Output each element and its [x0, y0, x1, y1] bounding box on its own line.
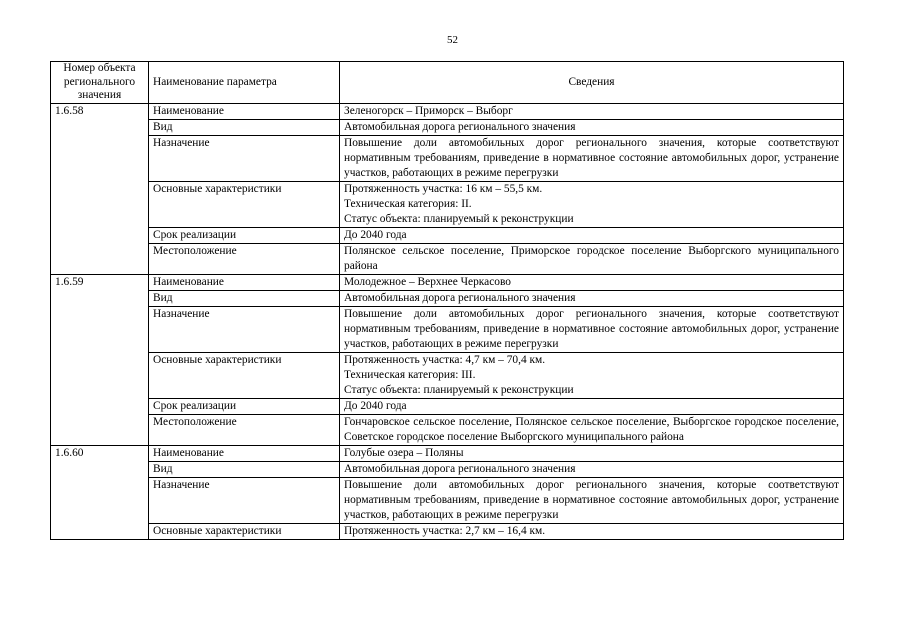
value-line: Протяженность участка: 2,7 км – 16,4 км.	[344, 524, 546, 537]
parameter-name: Основные характеристики	[149, 523, 340, 539]
header-object-number: Номер объекта регионального значения	[51, 62, 149, 104]
parameter-name: Назначение	[149, 306, 340, 352]
header-details: Сведения	[340, 62, 844, 104]
parameter-value: Повышение доли автомобильных дорог регионального значения, которые соответствуют нормативным требованиям, приведение в нормативное состояние автомобильных дорог, устранение участков, работающих в режиме перегрузки	[340, 306, 844, 352]
table-row	[51, 274, 844, 290]
value-line: Техническая категория: III.	[344, 368, 476, 381]
table-body	[51, 103, 844, 539]
table-row	[51, 181, 844, 227]
object-number: 1.6.59	[51, 274, 149, 445]
value-line: Техническая категория: II.	[344, 197, 472, 210]
parameter-value: До 2040 года	[340, 227, 844, 243]
table-row	[51, 461, 844, 477]
table-row	[51, 135, 844, 181]
object-number: 1.6.60	[51, 445, 149, 539]
parameter-value: Голубые озера – Поляны	[340, 445, 844, 461]
value-line: Протяженность участка: 4,7 км – 70,4 км.	[344, 353, 546, 366]
table-row	[51, 414, 844, 445]
parameter-name: Назначение	[149, 135, 340, 181]
table-row	[51, 103, 844, 119]
value-line: Протяженность участка: 16 км – 55,5 км.	[344, 182, 543, 195]
value-line: Статус объекта: планируемый к реконструкции	[344, 383, 574, 396]
header-parameter-name: Наименование параметра	[149, 62, 340, 104]
parameter-value: Зеленогорск – Приморск – Выборг	[340, 103, 844, 119]
parameter-name: Наименование	[149, 274, 340, 290]
table-row	[51, 398, 844, 414]
parameter-name: Срок реализации	[149, 398, 340, 414]
object-number: 1.6.58	[51, 103, 149, 274]
table-row	[51, 445, 844, 461]
parameter-name: Основные характеристики	[149, 352, 340, 398]
table-row	[51, 290, 844, 306]
parameter-name: Основные характеристики	[149, 181, 340, 227]
regional-objects-table	[50, 61, 844, 540]
parameter-name: Назначение	[149, 477, 340, 523]
parameter-name: Вид	[149, 461, 340, 477]
parameter-value: Автомобильная дорога регионального значения	[340, 290, 844, 306]
parameter-name: Срок реализации	[149, 227, 340, 243]
parameter-name: Наименование	[149, 445, 340, 461]
page-number: 52	[447, 34, 458, 46]
table-row	[51, 243, 844, 274]
parameter-name: Местоположение	[149, 243, 340, 274]
parameter-name: Местоположение	[149, 414, 340, 445]
table-row	[51, 523, 844, 539]
parameter-name: Вид	[149, 290, 340, 306]
parameter-value: Молодежное – Верхнее Черкасово	[340, 274, 844, 290]
parameter-value: Автомобильная дорога регионального значения	[340, 461, 844, 477]
parameter-value	[340, 523, 844, 539]
table-row	[51, 477, 844, 523]
parameter-value: До 2040 года	[340, 398, 844, 414]
parameter-value: Гончаровское сельское поселение, Полянское сельское поселение, Выборгское городское поселение, Советское городское поселение Выборгского муниципального района	[340, 414, 844, 445]
table-header-row	[51, 62, 844, 104]
table-row	[51, 119, 844, 135]
table-row	[51, 227, 844, 243]
value-line: Статус объекта: планируемый к реконструкции	[344, 212, 574, 225]
parameter-value	[340, 352, 844, 398]
parameter-value: Повышение доли автомобильных дорог регионального значения, которые соответствуют нормативным требованиям, приведение в нормативное состояние автомобильных дорог, устранение участков, работающих в режиме перегрузки	[340, 135, 844, 181]
parameter-value: Автомобильная дорога регионального значения	[340, 119, 844, 135]
parameter-name: Наименование	[149, 103, 340, 119]
parameter-name: Вид	[149, 119, 340, 135]
parameter-value	[340, 181, 844, 227]
parameter-value: Полянское сельское поселение, Приморское городское поселение Выборгского муниципального района	[340, 243, 844, 274]
parameter-value: Повышение доли автомобильных дорог регионального значения, которые соответствуют нормативным требованиям, приведение в нормативное состояние автомобильных дорог, устранение участков, работающих в режиме перегрузки	[340, 477, 844, 523]
table-row	[51, 306, 844, 352]
table-row	[51, 352, 844, 398]
